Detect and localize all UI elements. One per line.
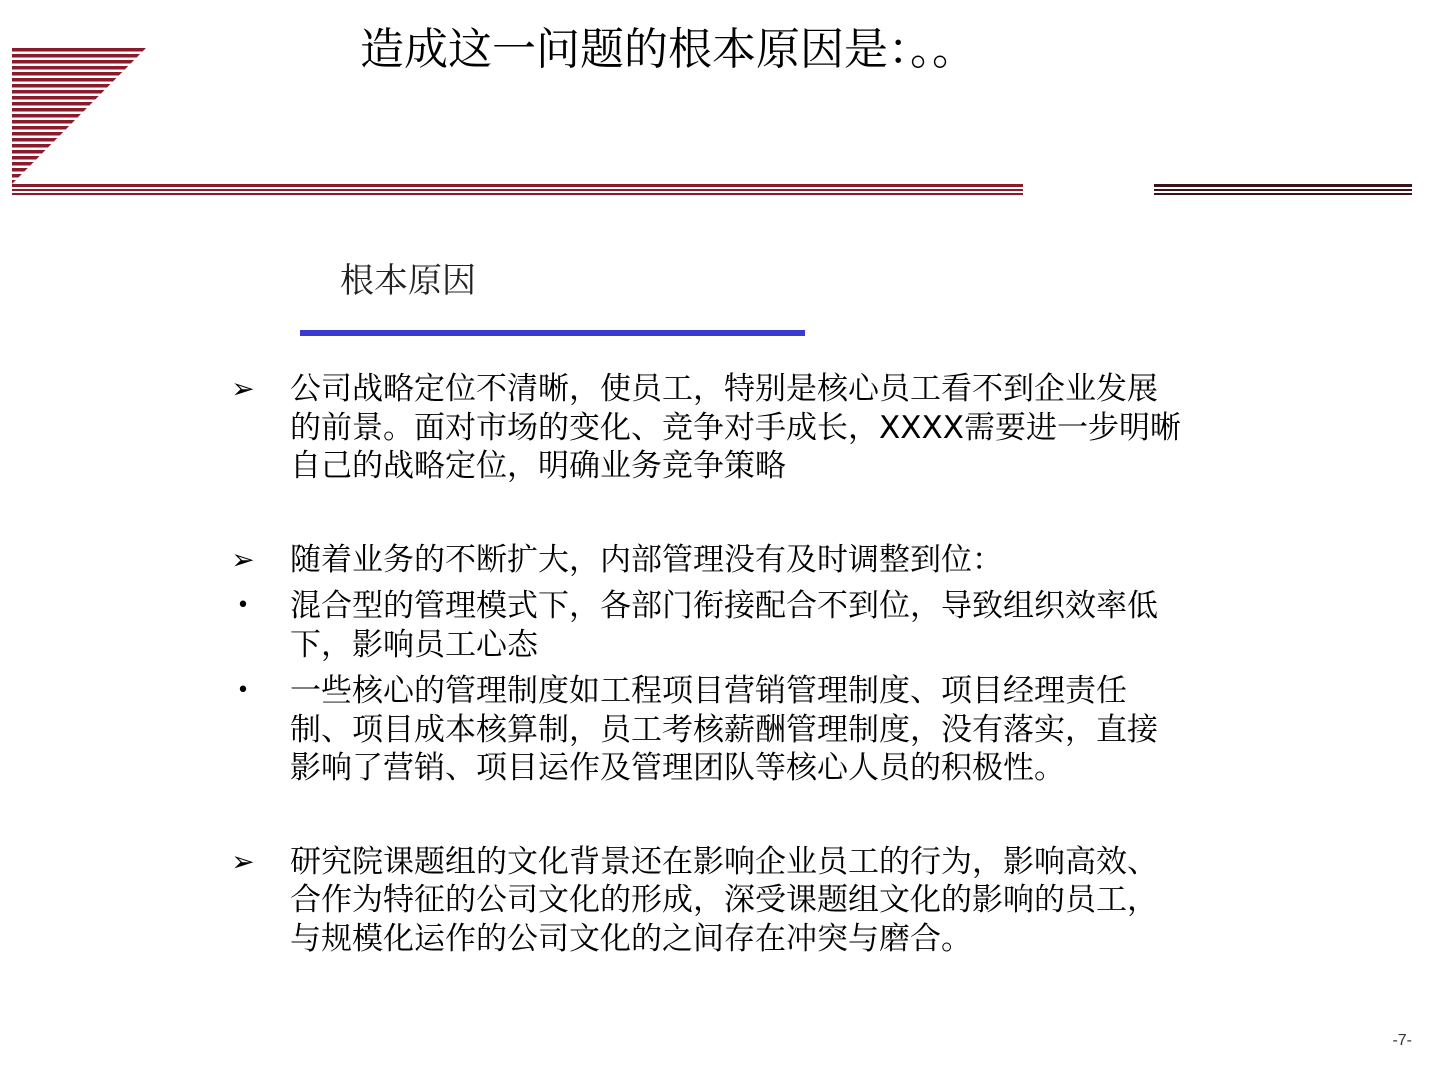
arrow-bullet-icon: ➢ [231, 372, 255, 405]
triangle-stripe [12, 102, 146, 106]
striped-triangle [12, 48, 146, 184]
triangle-stripe [12, 150, 146, 154]
page-number: -7- [1392, 1032, 1412, 1049]
dot-bullet-icon: • [236, 678, 250, 703]
list-item [228, 587, 1188, 664]
list-item [228, 672, 1188, 788]
list-item-text: 混合型的管理模式下，各部门衔接配合不到位，导致组织效率低下，影响员工心态 [290, 588, 1158, 663]
list-item-text: 随着业务的不断扩大，内部管理没有及时调整到位： [290, 541, 1003, 578]
triangle-stripe [12, 54, 146, 58]
triangle-stripe [12, 168, 146, 172]
triangle-stripe [12, 114, 146, 118]
triangle-stripe [12, 78, 146, 82]
triangle-stripe [12, 96, 146, 100]
list-item [228, 843, 1188, 959]
list-item-text: 一些核心的管理制度如工程项目营销管理制度、项目经理责任制、项目成本核算制，员工考核薪酬管理制度，没有落实，直接影响了营销、项目运作及管理团队等核心人员的积极性。 [290, 673, 1158, 786]
list-item [228, 370, 1188, 486]
triangle-stripe [12, 66, 146, 70]
triangle-stripe [12, 174, 146, 178]
triangle-stripe [12, 144, 146, 148]
triangle-stripe [12, 126, 146, 130]
triangle-stripe [12, 72, 146, 76]
arrow-bullet-icon: ➢ [231, 844, 255, 878]
list-item [228, 541, 1188, 580]
slide-title: 造成这一问题的根本原因是：。。 [360, 24, 976, 75]
triangle-stripe [12, 90, 146, 94]
triangle-stripe [12, 60, 146, 64]
triangle-stripe [12, 48, 146, 52]
header-rule-left [12, 184, 1023, 195]
dot-bullet-icon: • [236, 593, 250, 618]
header-rule-right [1154, 184, 1412, 195]
arrow-bullet-icon: ➢ [231, 542, 255, 576]
triangle-stripe [12, 84, 146, 88]
triangle-stripe [12, 138, 146, 142]
triangle-stripe [12, 132, 146, 136]
triangle-stripe [12, 120, 146, 124]
list-item-text: 研究院课题组的文化背景还在影响企业员工的行为，影响高效、合作为特征的公司文化的形成，深受课题组文化的影响的员工，与规模化运作的公司文化的之间存在冲突与磨合。 [290, 843, 1158, 957]
section-underline [300, 330, 805, 336]
triangle-stripe [12, 156, 146, 160]
section-heading: 根本原因 [340, 261, 476, 301]
triangle-stripe [12, 108, 146, 112]
triangle-stripe [12, 180, 146, 184]
list-item-text: 公司战略定位不清晰，使员工，特别是核心员工看不到企业发展的前景。面对市场的变化、竞争对手成长，XXXX需要进一步明晰自己的战略定位，明确业务竞争策略 [290, 371, 1181, 484]
triangle-stripe [12, 162, 146, 166]
content-list [228, 370, 1188, 958]
